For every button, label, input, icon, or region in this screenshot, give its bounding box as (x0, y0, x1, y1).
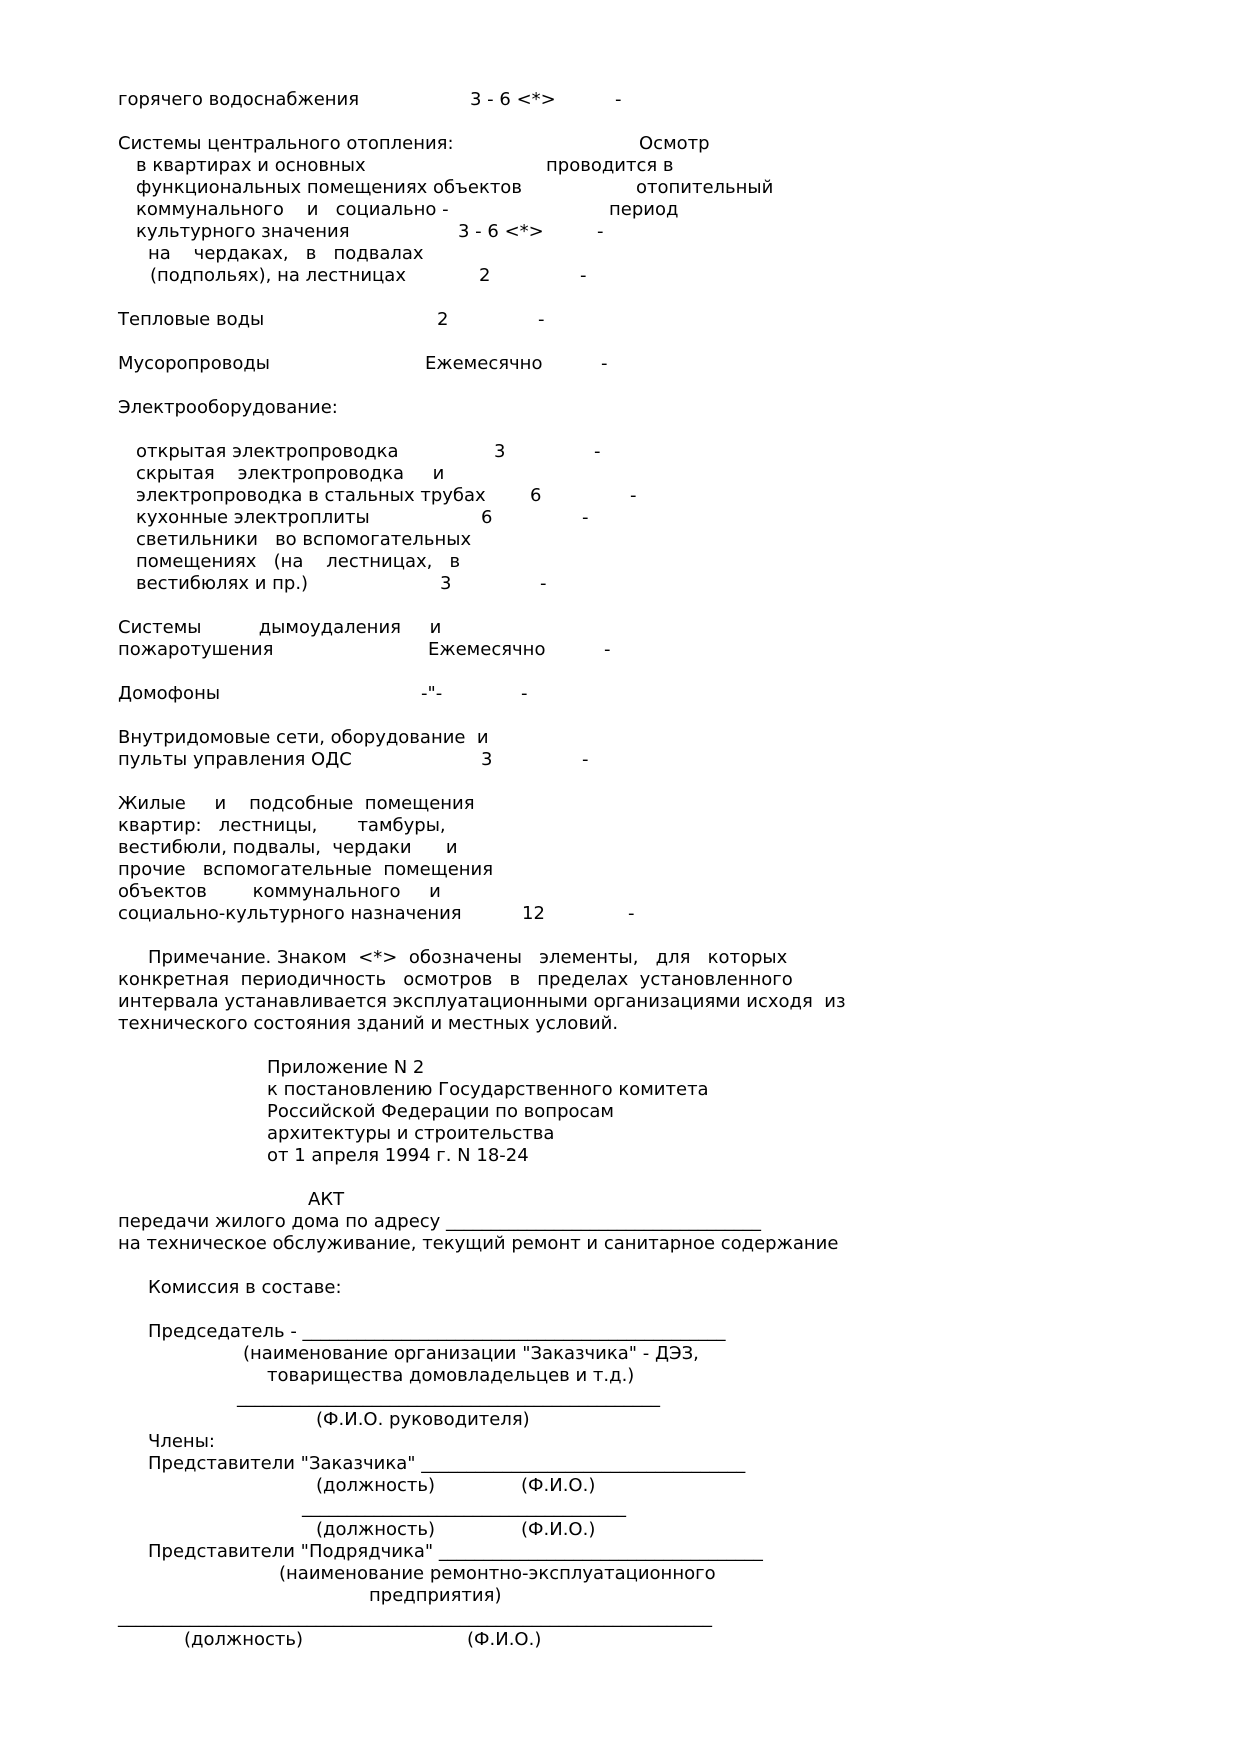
position-hint-2: (должность) (316, 1519, 435, 1540)
appendix-line-3: Российской Федерации по вопросам (267, 1101, 615, 1122)
electric-hidden-note: - (630, 485, 637, 506)
intercom-period: -"- (421, 683, 443, 704)
living-line-2: квартир: лестницы, тамбуры, (118, 815, 446, 836)
networks-period: 3 (481, 749, 493, 770)
heating-note-3: отопительный (636, 177, 774, 198)
hot-water-period: 3 - 6 <*> (470, 89, 556, 110)
note-line-4: технического состояния зданий и местных условий. (118, 1013, 619, 1034)
contractor-line: Представители "Подрядчика" ____________________________________ (148, 1541, 763, 1562)
smoke-line-1: Системы дымоудаления и (118, 617, 442, 638)
garbage-note: - (601, 353, 608, 374)
electric-hidden-period: 6 (530, 485, 542, 506)
smoke-line-2: пожаротушения (118, 639, 274, 660)
smoke-note: - (604, 639, 611, 660)
electric-lamps-note: - (540, 573, 547, 594)
blank-line-1: _______________________________________________ (237, 1387, 660, 1408)
electric-hidden-1: скрытая электропроводка и (136, 463, 445, 484)
living-period: 12 (522, 903, 545, 924)
note-line-2: конкретная периодичность осмотров в пределах установленного (118, 969, 793, 990)
heating-sub2-note: - (580, 265, 587, 286)
electric-name: Электрооборудование: (118, 397, 338, 418)
head-hint: (Ф.И.О. руководителя) (316, 1409, 530, 1430)
electric-lamps-period: 3 (440, 573, 452, 594)
position-hint-3: (должность) (184, 1629, 303, 1650)
act-line-1: передачи жилого дома по адресу ___________________________________ (118, 1211, 762, 1232)
electric-lamps-3: вестибюлях и пр.) (136, 573, 309, 594)
networks-line-1: Внутридомовые сети, оборудование и (118, 727, 489, 748)
heating-sub-note: - (597, 221, 604, 242)
hot-water-note: - (615, 89, 622, 110)
act-title: АКТ (308, 1189, 345, 1210)
fio-hint-1: (Ф.И.О.) (521, 1475, 596, 1496)
electric-open-note: - (594, 441, 601, 462)
electric-lamps-2: помещениях (на лестницах, в (136, 551, 461, 572)
blank-line-3: __________________________________________________________________ (118, 1607, 712, 1628)
electric-stoves-name: кухонные электроплиты (136, 507, 370, 528)
networks-line-2: пульты управления ОДС (118, 749, 352, 770)
chairman-hint-2: товарищества домовладельцев и т.д.) (267, 1365, 635, 1386)
living-line-4: прочие вспомогательные помещения (118, 859, 494, 880)
garbage-name: Мусоропроводы (118, 353, 271, 374)
appendix-line-2: к постановлению Государственного комитета (267, 1079, 709, 1100)
hot-water-name: горячего водоснабжения (118, 89, 360, 110)
members-label: Члены: (148, 1431, 215, 1452)
electric-hidden-2: электропроводка в стальных трубах (136, 485, 486, 506)
electric-open-period: 3 (494, 441, 506, 462)
networks-note: - (582, 749, 589, 770)
heating-sub-3: коммунального и социально - (136, 199, 449, 220)
heating-sub2-1: на чердаках, в подвалах (148, 243, 424, 264)
appendix-line-4: архитектуры и строительства (267, 1123, 555, 1144)
intercom-note: - (521, 683, 528, 704)
heating-sub2-2: (подпольях), на лестницах (150, 265, 406, 286)
electric-lamps-1: светильники во вспомогательных (136, 529, 472, 550)
living-note: - (628, 903, 635, 924)
blank-line-2: ____________________________________ (302, 1497, 626, 1518)
appendix-line-5: от 1 апреля 1994 г. N 18-24 (267, 1145, 529, 1166)
heating-note-2: проводится в (546, 155, 674, 176)
note-line-3: интервала устанавливается эксплуатационными организациями исходя из (118, 991, 846, 1012)
living-line-5: объектов коммунального и (118, 881, 441, 902)
contractor-hint-2: предприятия) (369, 1585, 502, 1606)
heating-note-4: период (609, 199, 679, 220)
fio-hint-2: (Ф.И.О.) (521, 1519, 596, 1540)
thermal-period: 2 (437, 309, 449, 330)
commission-label: Комиссия в составе: (148, 1277, 342, 1298)
living-line-6: социально-культурного назначения (118, 903, 462, 924)
thermal-note: - (538, 309, 545, 330)
chairman-hint-1: (наименование организации "Заказчика" - ДЭЗ, (243, 1343, 699, 1364)
chairman-line: Председатель - _______________________________________________ (148, 1321, 726, 1342)
note-line-1: Примечание. Знаком <*> обозначены элементы, для которых (148, 947, 788, 968)
garbage-period: Ежемесячно (425, 353, 543, 374)
thermal-name: Тепловые воды (118, 309, 265, 330)
heating-name: Системы центрального отопления: (118, 133, 454, 154)
electric-stoves-period: 6 (481, 507, 493, 528)
electric-open-name: открытая электропроводка (136, 441, 399, 462)
heating-sub2-period: 2 (479, 265, 491, 286)
intercom-name: Домофоны (118, 683, 221, 704)
living-line-3: вестибюли, подвалы, чердаки и (118, 837, 458, 858)
act-line-2: на техническое обслуживание, текущий ремонт и санитарное содержание (118, 1233, 839, 1254)
contractor-hint-1: (наименование ремонтно-эксплуатационного (279, 1563, 716, 1584)
heating-sub-1: в квартирах и основных (136, 155, 366, 176)
electric-stoves-note: - (582, 507, 589, 528)
living-line-1: Жилые и подсобные помещения (118, 793, 475, 814)
smoke-period: Ежемесячно (428, 639, 546, 660)
heating-sub-period: 3 - 6 <*> (458, 221, 544, 242)
customer-line: Представители "Заказчика" ____________________________________ (148, 1453, 746, 1474)
heating-note-1: Осмотр (639, 133, 710, 154)
heating-sub-4: культурного значения (136, 221, 350, 242)
position-hint-1: (должность) (316, 1475, 435, 1496)
fio-hint-3: (Ф.И.О.) (467, 1629, 542, 1650)
appendix-line-1: Приложение N 2 (267, 1057, 425, 1078)
heating-sub-2: функциональных помещениях объектов (136, 177, 522, 198)
